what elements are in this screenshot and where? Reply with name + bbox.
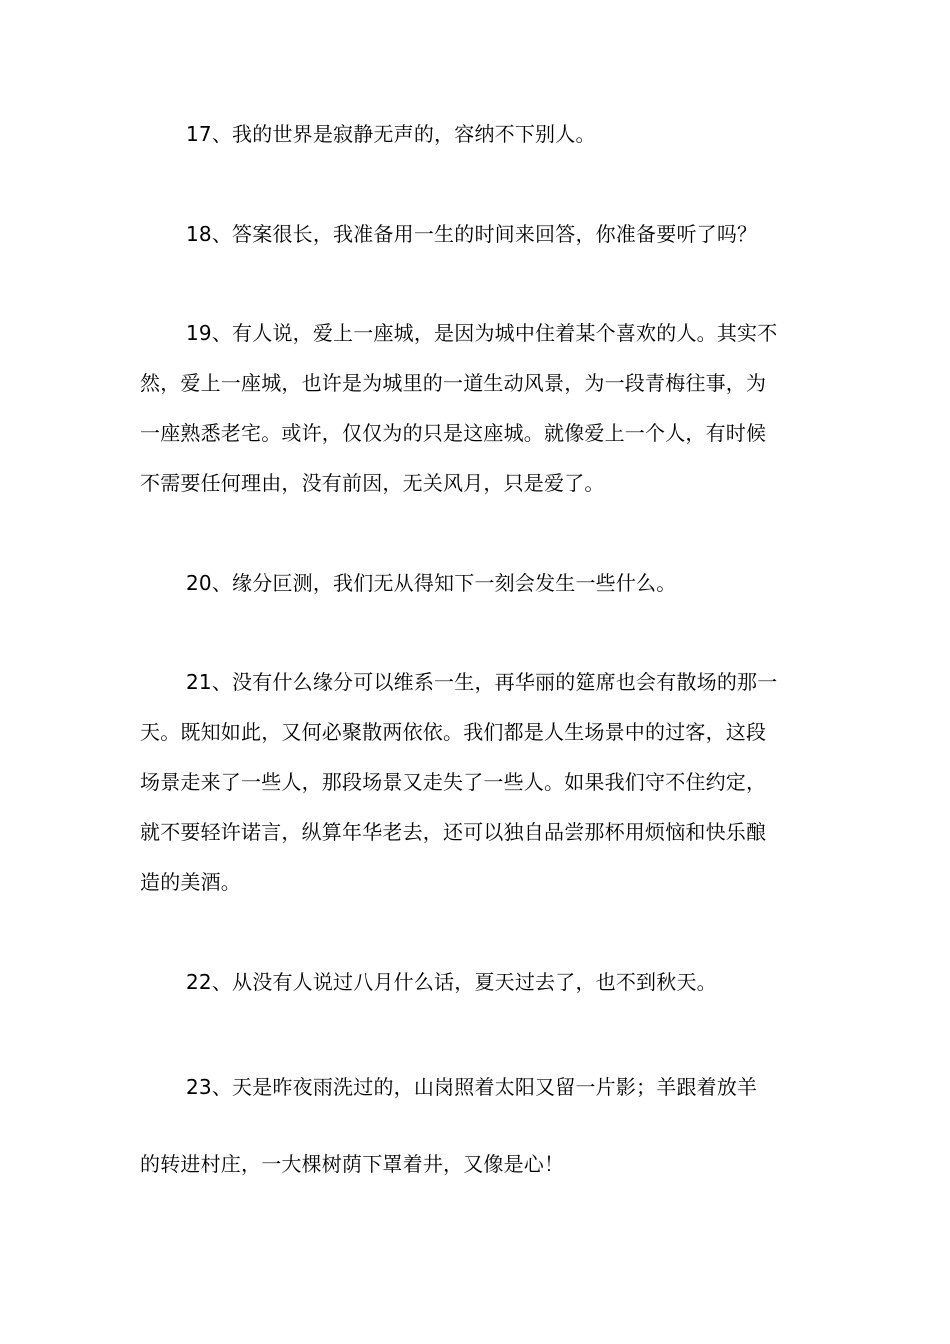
paragraph-21-line-4: 就不要轻许诺言，纵算年华老去，还可以独自品尝那杯用烦恼和快乐酿 (140, 820, 767, 844)
paragraph-22-line-1: 22、从没有人说过八月什么话，夏天过去了，也不到秋天。 (186, 970, 717, 994)
paragraph-23-line-1: 23、天是昨夜雨洗过的，山岗照着太阳又留一片影；羊跟着放羊 (186, 1075, 758, 1099)
paragraph-21-line-2: 天。既知如此，又何必聚散两依依。我们都是人生场景中的过客，这段 (140, 720, 767, 744)
paragraph-21-line-1: 21、没有什么缘分可以维系一生，再华丽的筵席也会有散场的那一 (186, 670, 778, 694)
paragraph-20-line-1: 20、缘分叵测，我们无从得知下一刻会发生一些什么。 (186, 571, 677, 595)
paragraph-19-line-2: 然，爱上一座城，也许是为城里的一道生动风景，为一段青梅往事，为 (140, 371, 767, 395)
paragraph-21-line-5: 造的美酒。 (140, 870, 241, 894)
paragraph-23-line-2: 的转进村庄，一大棵树荫下罩着井，又像是心！ (140, 1152, 565, 1176)
paragraph-19-line-3: 一座熟悉老宅。或许，仅仅为的只是这座城。就像爱上一个人，有时候 (140, 421, 767, 445)
paragraph-21-line-3: 场景走来了一些人，那段场景又走失了一些人。如果我们守不住约定， (140, 770, 767, 794)
paragraph-17-line-1: 17、我的世界是寂静无声的，容纳不下别人。 (186, 122, 596, 146)
paragraph-19-line-1: 19、有人说，爱上一座城，是因为城中住着某个喜欢的人。其实不 (186, 321, 778, 345)
paragraph-19-line-4: 不需要任何理由，没有前因，无关风月，只是爱了。 (140, 471, 605, 495)
paragraph-18-line-1: 18、答案很长，我准备用一生的时间来回答，你准备要听了吗？ (186, 222, 758, 246)
